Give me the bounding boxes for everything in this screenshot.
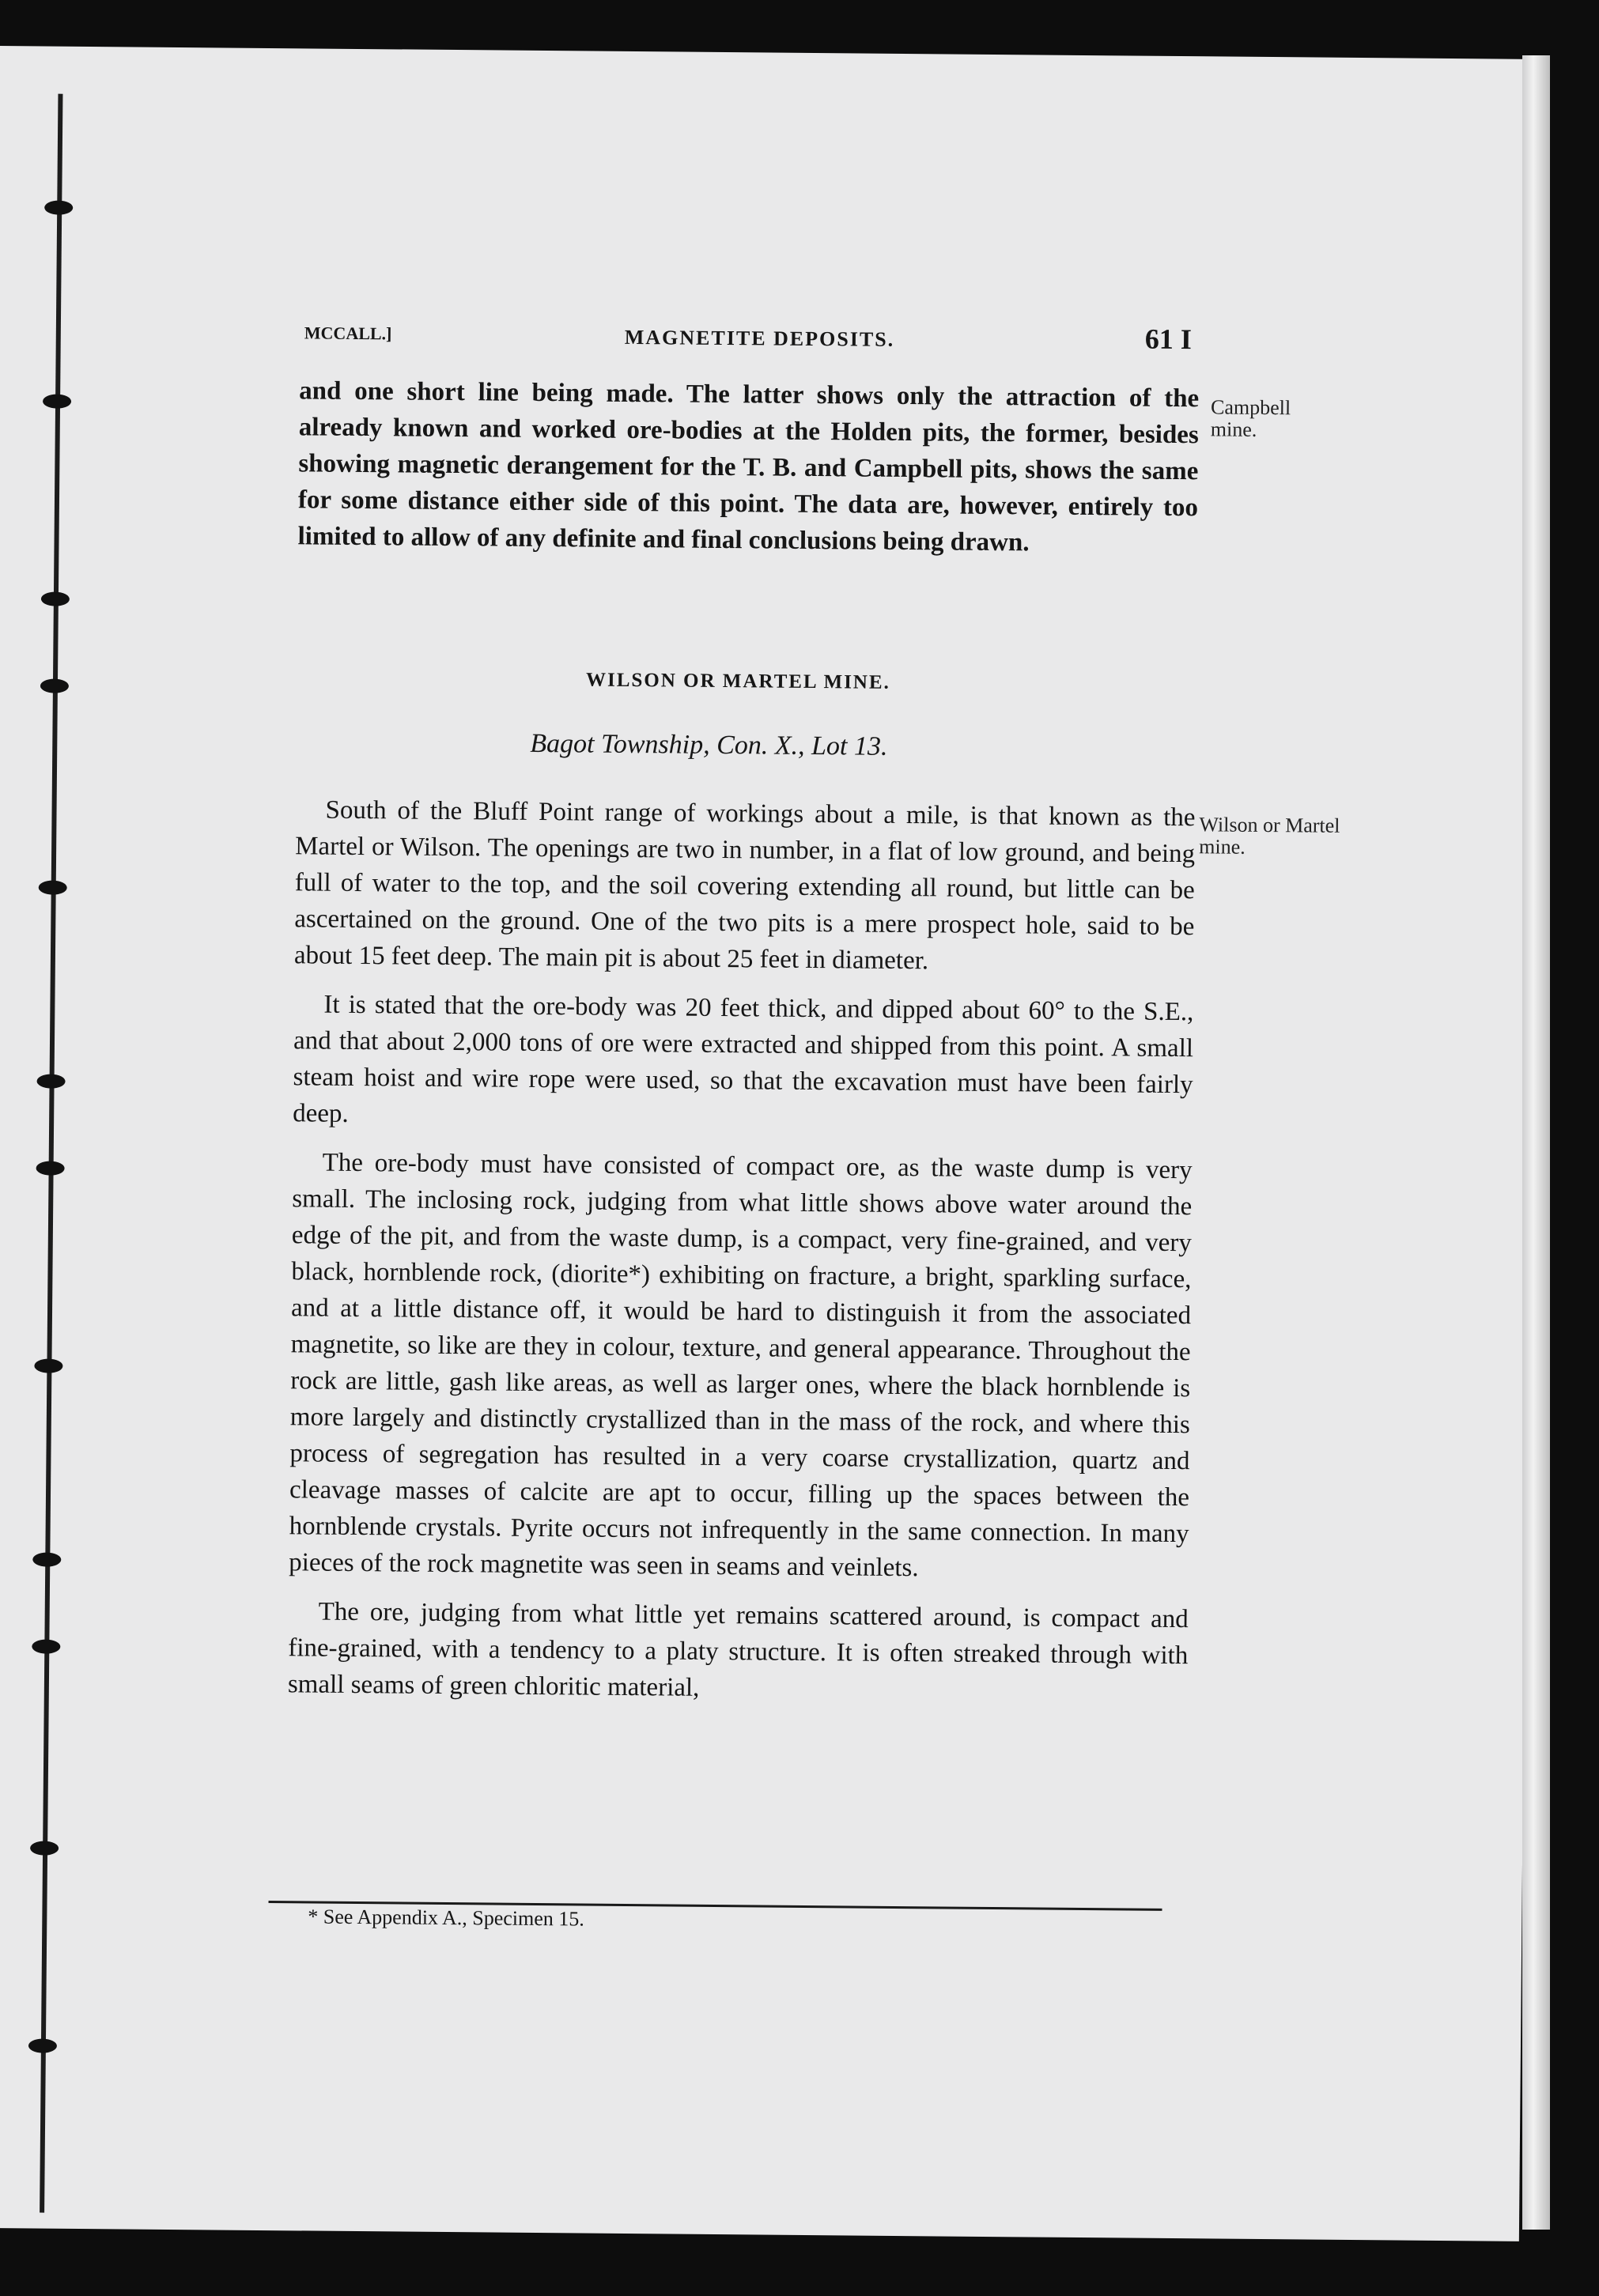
paragraph: The ore-body must have consisted of compact ore, as the waste dump is very small. The inclosing rock, judging from what little shows above water around the edge of the pit, and from the waste dump, is a compact, very fine-grained, and very black, hornblende rock, (diorite*) exhibiting on fracture, a bright, sparkling surface, and at a little distance off, it would be hard to distinguish it from the associated magnetite, so like are they in colour, texture, and general appearance. Throughout the rock are little, gash like areas, as well as larger ones, where the black hornblende is more largely and distinctly crystallized than in the mass of the rock, and where this process of segregation has resulted in a very coarse crystallization, quartz and cleavage masses of calcite are apt to occur, filling up the spaces between the hornblende crystals. Pyrite occurs not infrequently in the same connection. In many pieces of the rock magnetite was seen in seams and veinlets. — [289, 1148, 1193, 1583]
paragraph: and one short line being made. The latter shows only the attraction of the already known and worked ore-bodies at the Holden pits, the former, besides showing magnetic derangement for the T. B. and Campbell pits, shows the same for some distance either side of this point. The data are, however, entirely too limited to allow of any definite and final conclusions being drawn. — [297, 376, 1200, 557]
margin-note-wilson: Wilson or Martel mine. — [1199, 813, 1340, 859]
text-block-main — [288, 791, 1196, 1710]
binding-stitch — [34, 1358, 62, 1373]
binding-stitch — [41, 591, 70, 606]
paragraph: The ore, judging from what little yet remains scattered around, is compact and fine-grained, with a tendency to a platy structure. It is often streaked through with small seams of green chloritic material, — [287, 1597, 1189, 1702]
running-head — [304, 315, 1206, 362]
text-block-top — [297, 372, 1199, 562]
footnote: * See Appendix A., Specimen 15. — [308, 1905, 584, 1931]
margin-note-campbell: Campbell mine. — [1210, 395, 1291, 441]
binding-stitch — [40, 678, 69, 693]
running-head-title: MAGNETITE DEPOSITS. — [624, 325, 895, 351]
binding-stitch — [32, 1639, 60, 1653]
binding-stitch — [32, 1552, 61, 1566]
binding-stitch — [30, 1841, 59, 1855]
paragraph: South of the Bluff Point range of workings about a mile, is that known as the Martel or Wilson. The openings are two in number, in a flat of low ground, and being full of water to the top, and the soil covering extending all round, but little can be ascertained on the ground. One of the two pits is a mere prospect hole, said to be about 15 feet deep. The main pit is about 25 feet in diameter. — [293, 795, 1196, 976]
binding-stitch — [36, 1074, 65, 1088]
page-edge — [1522, 55, 1550, 2230]
binding-stitch — [36, 1161, 65, 1175]
binding-stitch — [43, 394, 71, 408]
section-heading: WILSON OR MARTEL MINE. — [585, 669, 890, 693]
page-number: 61 I — [1144, 323, 1193, 356]
binding-stitch — [39, 880, 67, 894]
book-page — [0, 46, 1538, 2241]
binding-stitch — [28, 2038, 57, 2052]
running-head-author: MCCALL.] — [304, 323, 392, 344]
binding-line — [40, 94, 62, 2213]
binding-stitch — [44, 200, 73, 214]
section-subheading: Bagot Township, Con. X., Lot 13. — [530, 728, 888, 761]
paragraph: It is stated that the ore-body was 20 feet thick, and dipped about 60° to the S.E., and that about 2,000 tons of ore were extracted and shipped from this point. A small steam hoist and wire rope were used, so that the excavation must have been fairly deep. — [293, 990, 1194, 1128]
